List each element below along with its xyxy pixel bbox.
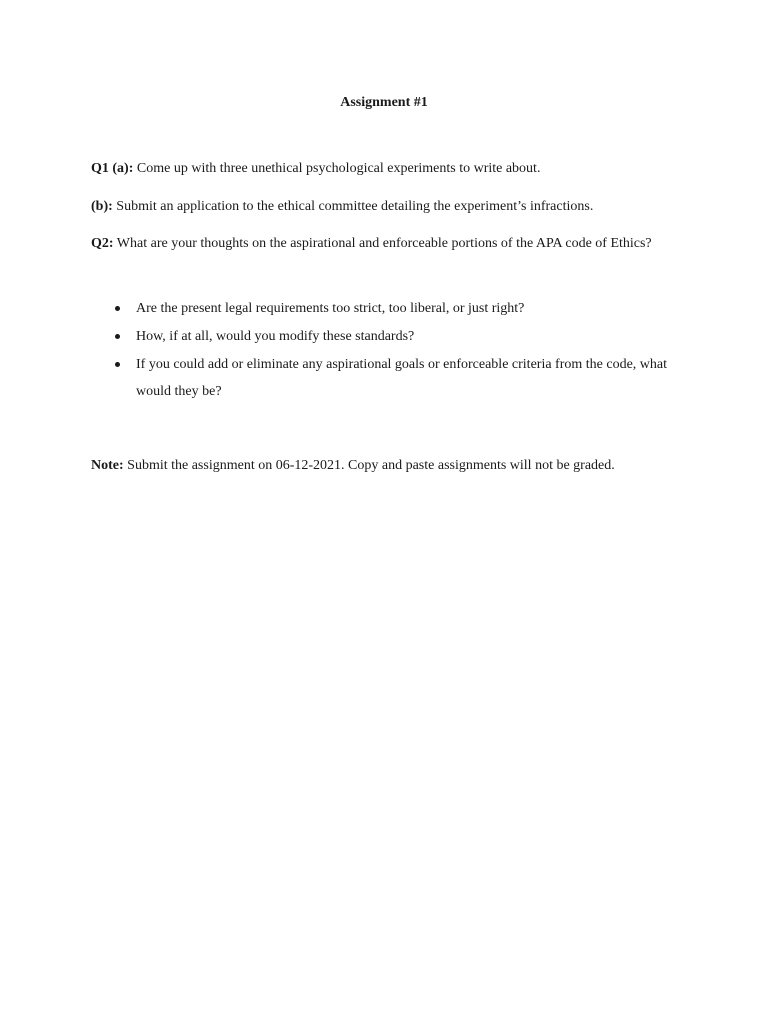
question-2: [91, 230, 691, 257]
document-title: Assignment #1: [340, 95, 428, 110]
question-2-label: Q2:: [91, 236, 114, 251]
question-2-text: What are your thoughts on the aspirational and enforceable portions of the APA code of Ethics?: [113, 236, 652, 251]
list-item: [91, 351, 691, 405]
list-item: [91, 323, 691, 350]
question-1a: [91, 155, 691, 182]
list-item-text: If you could add or eliminate any aspirational goals or enforceable criteria from the code, what would they be?: [136, 357, 668, 399]
list-item: [91, 295, 691, 322]
bullet-icon: [115, 334, 120, 339]
question-1b-text: Submit an application to the ethical committee detailing the experiment’s infractions.: [112, 199, 594, 214]
note-text: Submit the assignment on 06-12-2021. Copy and paste assignments will not be graded.: [123, 458, 615, 473]
note: [91, 452, 691, 479]
list-item-text: How, if at all, would you modify these standards?: [136, 329, 415, 344]
list-item-text: Are the present legal requirements too strict, too liberal, or just right?: [136, 301, 525, 316]
note-label: Note:: [91, 458, 124, 473]
bullet-icon: [115, 306, 120, 311]
question-1b-label: (b):: [91, 199, 113, 214]
question-1a-text: Come up with three unethical psychological experiments to write about.: [133, 161, 541, 176]
question-1a-label: Q1 (a):: [91, 161, 134, 176]
question-1b: [91, 193, 691, 220]
bullet-icon: [115, 362, 120, 367]
bullet-list: [91, 295, 691, 406]
